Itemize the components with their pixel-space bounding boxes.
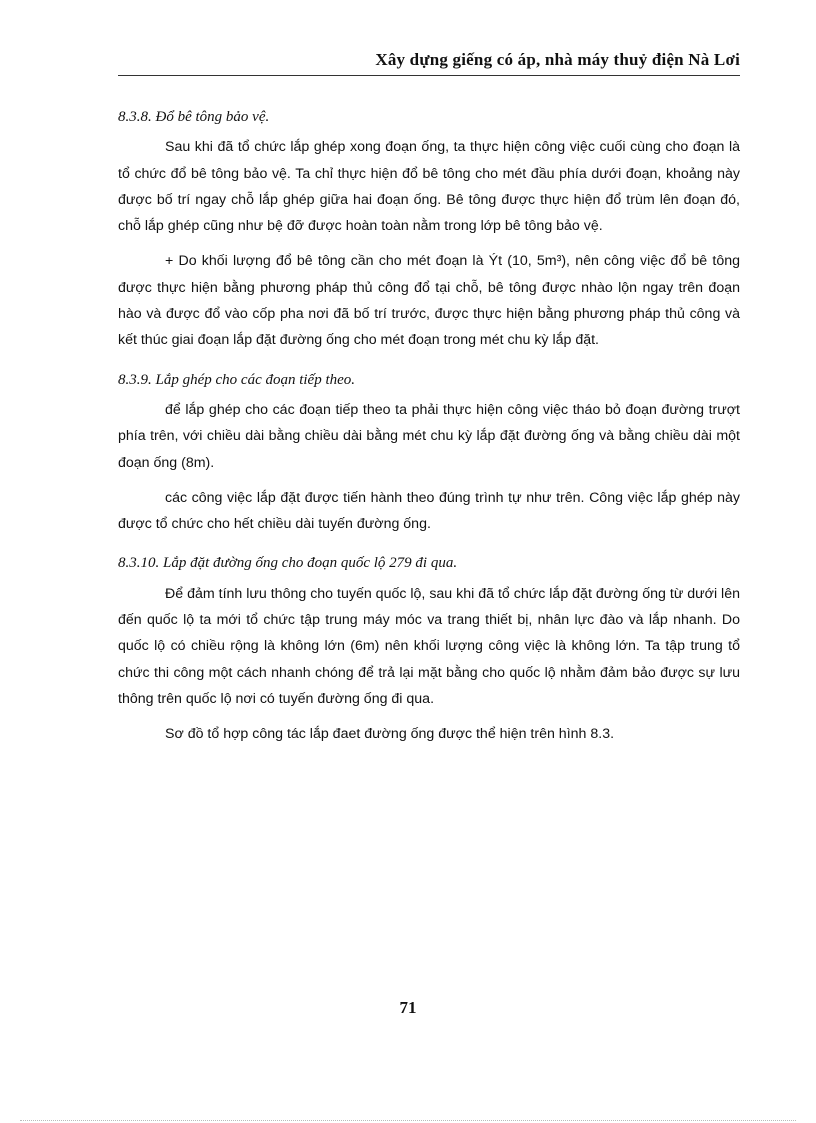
section-8-3-8: [118, 104, 740, 354]
document-body: [118, 104, 740, 757]
section-8-3-10: [118, 550, 740, 747]
paragraph: + Do khối lượng đổ bê tông cần cho mét đoạn là Ýt (10, 5m³), nên công việc đổ bê tông được thực hiện bằng phương pháp thủ công đổ tại chỗ, bê tông được nhào lộn ngay trên đoạn hào và được đổ vào cốp pha nơi đã bố trí trước, được thực hiện bằng phương pháp thủ công và kết thúc giai đoạn lắp đặt đường ống cho mét đoạn trong mét chu kỳ lắp đặt.: [118, 253, 740, 349]
paragraph: các công việc lắp đặt được tiến hành theo đúng trình tự như trên. Công việc lắp ghép này được tổ chức cho hết chiều dài tuyến đường ống.: [118, 489, 740, 533]
paragraph: để lắp ghép cho các đoạn tiếp theo ta phải thực hiện công việc tháo bỏ đoạn đường trượt phía trên, với chiều dài bằng chiều dài bằng mét chu kỳ lắp đặt đường ống và bằng chiều dài một đoạn ống (8m).: [118, 401, 740, 471]
paragraph: Để đảm tính lưu thông cho tuyến quốc lộ, sau khi đã tổ chức lắp đặt đường ống từ dưới lên đến quốc lộ ta mới tổ chức tập trung máy móc va trang thiết bị, nhân lực đào và lắp nhanh. Do quốc lộ có chiều rộng là không lớn (6m) nên khối lượng công việc là không lớn. Ta tập trung tổ chức thi công một cách nhanh chóng để trả lại mặt bằng cho quốc lộ nhằm đảm bảo được sự lưu thông trên quốc lộ nơi có tuyến đường ống đi qua.: [118, 585, 740, 707]
paragraph: Sau khi đã tổ chức lắp ghép xong đoạn ống, ta thực hiện công việc cuối cùng cho đoạn là tổ chức đổ bê tông bảo vệ. Ta chỉ thực hiện đổ bê tông cho mét đầu phía dưới đoạn, khoảng này được bố trí ngay chỗ lắp ghép giữa hai đoạn ống. Bê tông được thực hiện đổ trùm lên đoạn đó, chỗ lắp ghép cũng như bệ đỡ được hoàn toàn nằm trong lớp bê tông bảo vệ.: [118, 139, 740, 235]
page-number: 71: [399, 998, 417, 1017]
page-header-title: Xây dựng giếng có áp, nhà máy thuỷ điện Nà Lơi: [375, 50, 740, 69]
section-heading: 8.3.9. Lắp ghép cho các đoạn tiếp theo.: [118, 371, 356, 388]
paragraph: Sơ đồ tổ hợp công tác lắp đaet đường ống được thể hiện trên hình 8.3.: [165, 726, 615, 743]
header-divider: [118, 75, 740, 76]
page-bottom-edge: [20, 1120, 796, 1121]
section-heading: 8.3.10. Lắp đặt đường ống cho đoạn quốc lộ 279 đi qua.: [118, 555, 458, 572]
section-heading: 8.3.8. Đổ bê tông bảo vệ.: [118, 109, 270, 125]
section-8-3-9: [118, 367, 740, 538]
